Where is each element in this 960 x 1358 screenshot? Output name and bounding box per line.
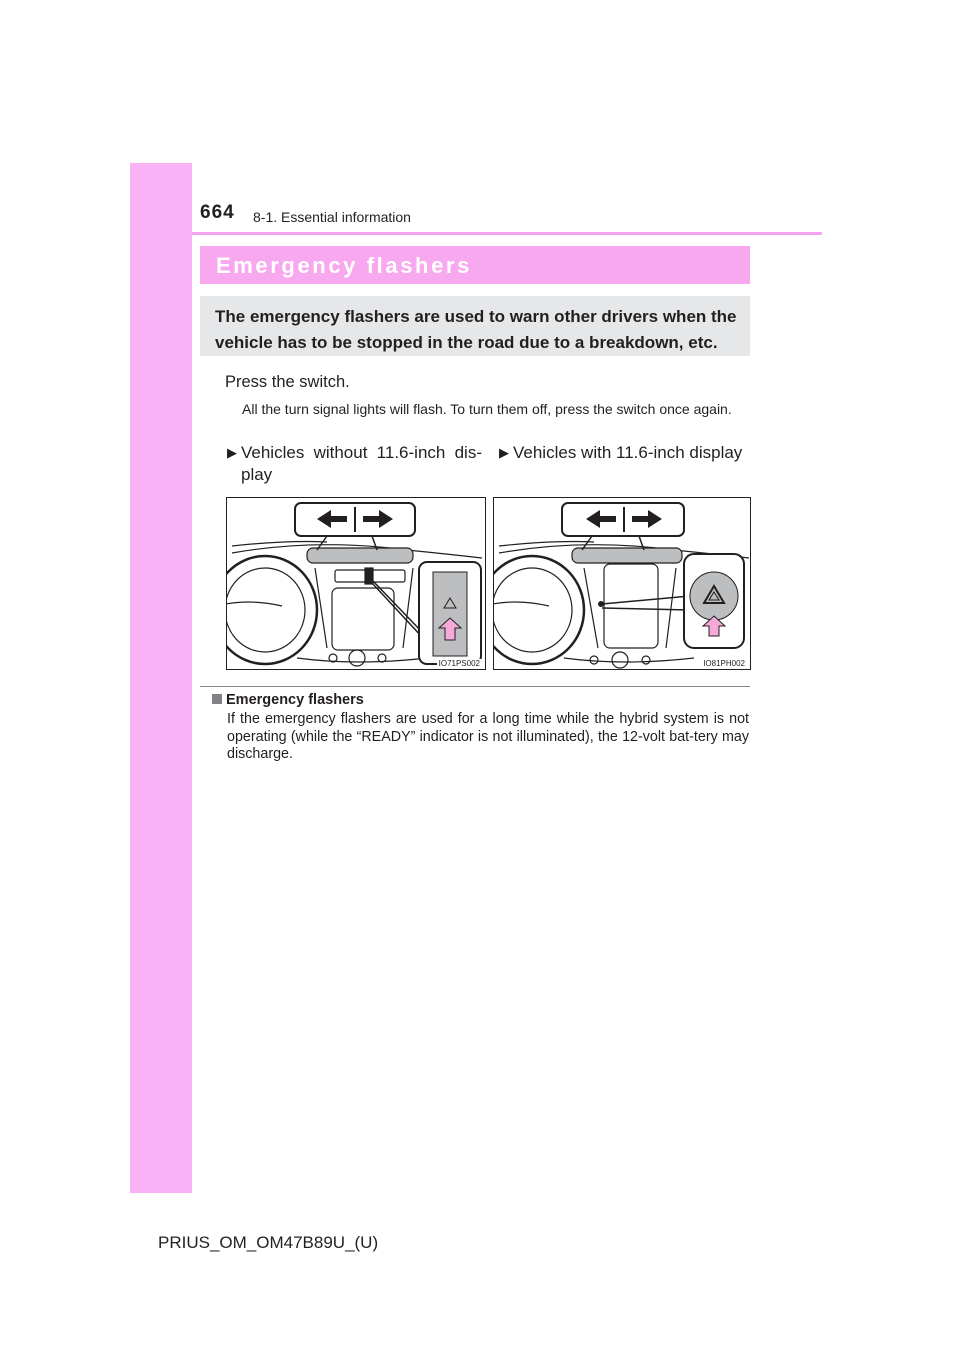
note-body: If the emergency flashers are used for a long time while the hybrid system is not operating (while the “READY” indicator is not illuminated), the 12-volt bat-tery may discharge. bbox=[227, 711, 749, 762]
footer-doc-id: PRIUS_OM_OM47B89U_(U) bbox=[158, 1233, 379, 1252]
page-number: 664 bbox=[200, 202, 235, 223]
page-title: Emergency flashers bbox=[216, 253, 472, 278]
header-rule bbox=[192, 232, 822, 235]
side-tab-bar bbox=[130, 163, 192, 1193]
illustration-code: IO81PH002 bbox=[703, 659, 745, 668]
instruction-detail: All the turn signal lights will flash. To turn them off, press the switch once again. bbox=[242, 401, 732, 417]
note-heading bbox=[212, 692, 364, 708]
section-divider bbox=[200, 686, 750, 687]
caption-arrow-icon: ▶ bbox=[499, 445, 509, 460]
section-title: 8-1. Essential information bbox=[253, 209, 411, 225]
note-heading-text: Emergency flashers bbox=[226, 692, 364, 708]
illustration-code: IO71PS002 bbox=[438, 659, 480, 668]
caption-with-display bbox=[499, 442, 751, 464]
dashboard-drawing bbox=[494, 498, 750, 669]
instruction-text: Press the switch. bbox=[225, 373, 350, 391]
caption-text: Vehicles with 11.6-inch display bbox=[513, 443, 743, 462]
dashboard-illustration-standard bbox=[226, 497, 486, 670]
summary-box bbox=[200, 296, 750, 356]
title-bar bbox=[200, 246, 750, 284]
dashboard-illustration-11-6-inch bbox=[493, 497, 751, 670]
dashboard-drawing bbox=[227, 498, 485, 669]
summary-text: The emergency flashers are used to warn other drivers when the vehicle has to be stopped in the road due to a breakdown, etc. bbox=[215, 307, 737, 352]
caption-text: Vehicles without 11.6-inch dis-play bbox=[241, 443, 482, 484]
square-bullet-icon bbox=[212, 694, 222, 704]
caption-without-display bbox=[227, 442, 482, 486]
caption-arrow-icon: ▶ bbox=[227, 445, 237, 460]
